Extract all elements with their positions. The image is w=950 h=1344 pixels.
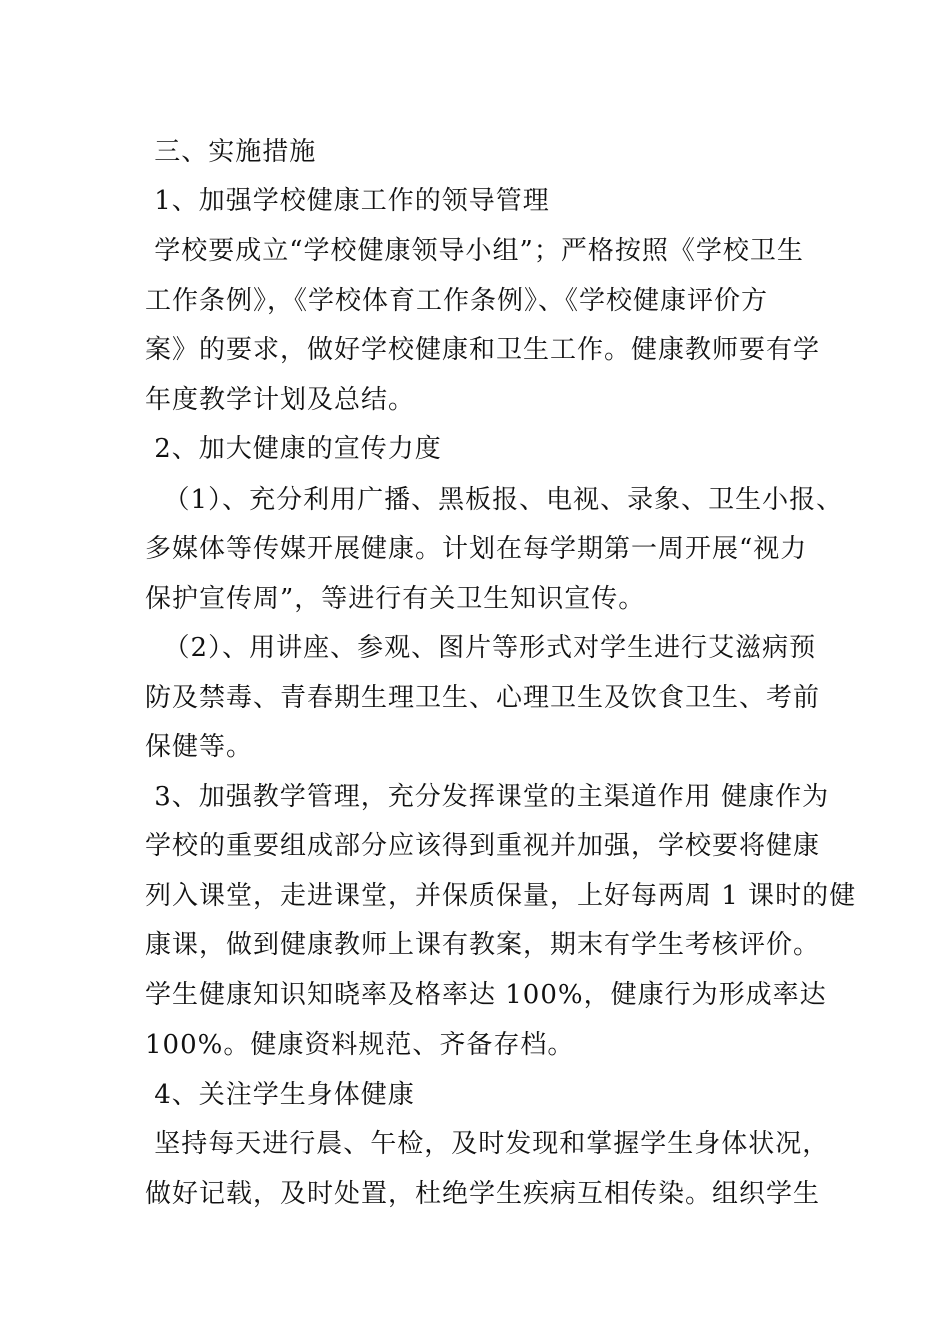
subsection-heading: 4、关注学生身体健康	[145, 1080, 415, 1110]
paragraph-line: 保健等。	[145, 732, 254, 762]
paragraph-line: 学生健康知识知晓率及格率达 100%，健康行为形成率达	[145, 980, 827, 1010]
paragraph-line: 做好记载，及时处置，杜绝学生疾病互相传染。组织学生	[145, 1179, 821, 1209]
subsection-heading: 3、加强教学管理，充分发挥课堂的主渠道作用 健康作为	[145, 782, 830, 812]
section-heading: 三、实施措施	[145, 137, 317, 167]
paragraph-line: 康课，做到健康教师上课有教案，期末有学生考核评价。	[145, 930, 821, 960]
paragraph-line: 保护宣传周”，等进行有关卫生知识宣传。	[145, 584, 646, 614]
subsection-heading: 1、加强学校健康工作的领导管理	[145, 186, 550, 216]
paragraph-line: 坚持每天进行晨、午检，及时发现和掌握学生身体状况，	[145, 1129, 830, 1159]
paragraph-line: 年度教学计划及总结。	[145, 385, 416, 415]
paragraph-line: 防及禁毒、青春期生理卫生、心理卫生及饮食卫生、考前	[145, 683, 821, 713]
paragraph-line: 100%。健康资料规范、齐备存档。	[145, 1030, 575, 1060]
paragraph-line: （2）、用讲座、参观、图片等形式对学生进行艾滋病预	[145, 633, 817, 663]
paragraph-line: 学校的重要组成部分应该得到重视并加强，学校要将健康	[145, 831, 821, 861]
subsection-heading: 2、加大健康的宣传力度	[145, 434, 442, 464]
paragraph-line: 学校要成立“学校健康领导小组”；严格按照《学校卫生	[145, 236, 804, 266]
paragraph-line: 工作条例》，《学校体育工作条例》、《学校健康评价方	[145, 286, 769, 316]
paragraph-line: 多媒体等传媒开展健康。计划在每学期第一周开展“视力	[145, 534, 808, 564]
paragraph-line: 列入课堂，走进课堂，并保质保量，上好每两周 1 课时的健	[145, 881, 857, 911]
paragraph-line: （1）、充分利用广播、黑板报、电视、录象、卫生小报、	[145, 485, 844, 515]
paragraph-line: 案》的要求，做好学校健康和卫生工作。健康教师要有学	[145, 335, 821, 365]
